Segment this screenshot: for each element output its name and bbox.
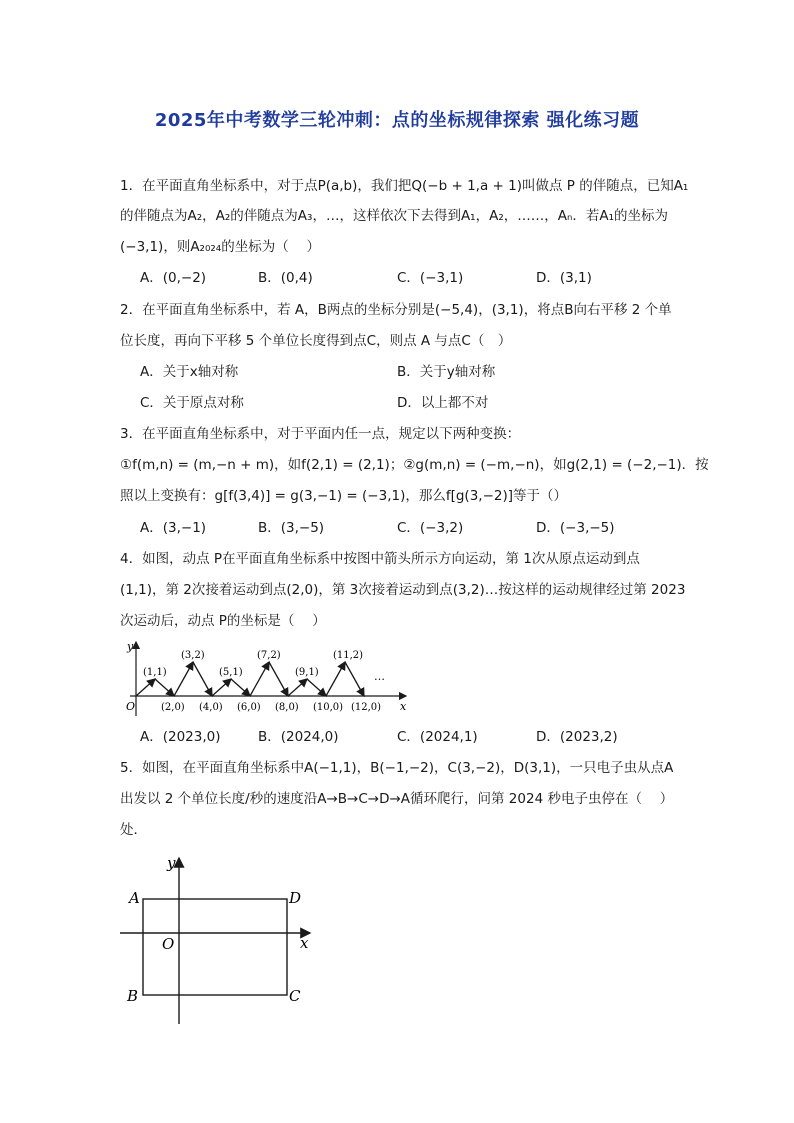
point-a-label: A [129,889,140,907]
q2-line-1: 2．在平面直角坐标系中，若 A，B两点的坐标分别是(−5,4)，(3,1)，将点B向右平移 2 个单 [120,302,672,318]
q2-option-b: B．关于y轴对称 [397,364,496,380]
q3-option-c: C．(−3,2) [397,520,464,536]
q1-line-2: 的伴随点为A₂，A₂的伴随点为A₃，…，这样依次下去得到A₁，A₂，……，Aₙ．若A₁的坐标为 [120,208,668,224]
path-segment [212,679,231,696]
zigzag-figure [118,638,418,720]
q3-option-b: B．(3,−5) [258,520,325,536]
q3-line-3: 照以上变换有：g[f(3,4)] = g(3,−1) = (−3,1)，那么f[g(3,−2)]等于（） [120,488,568,504]
q4-option-d: D．(2023,2) [536,729,618,745]
axis-point-label: (12,0) [351,702,382,713]
q4-line-2: (1,1)，第 2次接着运动到点(2,0)，第 3次接着运动到点(3,2)…按这样的运动规律经过第 2023 [120,582,686,598]
q4-option-c: C．(2024,1) [397,729,478,745]
q4-line-1: 4．如图，动点 P在平面直角坐标系中按图中箭头所示方向运动，第 1次从原点运动到点 [120,551,640,567]
q2-line-2: 位长度，再向下平移 5 个单位长度得到点C，则点 A 与点C（ ） [120,333,512,349]
point-c-label: C [289,987,301,1005]
axis-point-label: (10,0) [313,702,344,713]
path-segment [250,662,269,696]
path-segment [231,679,250,696]
path-segment [136,679,155,696]
q4-line-3: 次运动后，动点 P的坐标是（ ） [120,613,326,629]
x-axis-label: x [400,700,407,713]
point-d-label: D [289,889,302,907]
peak-point-label: (1,1) [143,667,167,678]
q5-line-2: 出发以 2 个单位长度/秒的速度沿A→B→C→D→A循环爬行，问第 2024 秒电子虫停在（ ） [120,791,674,807]
axis-point-label: (6,0) [237,702,261,713]
peak-point-label: (7,2) [257,650,281,661]
path-segment [193,662,212,696]
page-title: 2025年中考数学三轮冲刺：点的坐标规律探索 强化练习题 [154,110,640,131]
path-segment [269,662,288,696]
q2-option-a: A．关于x轴对称 [140,364,239,380]
axis-point-label: (2,0) [161,702,185,713]
peak-point-label: (9,1) [295,667,319,678]
y-axis-label: y [127,640,134,653]
peak-point-label: (11,2) [333,650,364,661]
axis-point-label: (8,0) [275,702,299,713]
origin-label: O [126,700,136,713]
q3-option-a: A．(3,−1) [140,520,207,536]
path-segment [288,679,307,696]
q1-option-d: D．(3,1) [536,270,592,286]
q1-option-b: B．(0,4) [258,270,313,286]
path-segment [174,662,193,696]
q1-option-a: A．(0,−2) [140,270,207,286]
path-segment [345,662,364,696]
peak-point-label: (5,1) [219,667,243,678]
rectangle-figure [112,852,322,1030]
path-segment [326,662,345,696]
y-axis-label: y [167,854,176,872]
path-segment [307,679,326,696]
q3-line-1: 3．在平面直角坐标系中，对于平面内任一点，规定以下两种变换： [120,426,521,442]
x-axis-label: x [300,934,309,952]
axis-point-label: (4,0) [199,702,223,713]
q2-option-c: C．关于原点对称 [140,395,244,411]
q2-option-d: D．以上都不对 [397,395,489,411]
point-b-label: B [127,987,139,1005]
q3-line-2: ①f(m,n) = (m,−n + m)，如f(2,1) = (2,1)；②g(m,n) = (−m,−n)，如g(2,1) = (−2,−1)．按 [120,457,709,473]
q3-option-d: D．(−3,−5) [536,520,615,536]
ellipsis-label: … [374,670,385,683]
q5-line-1: 5．如图，在平面直角坐标系中A(−1,1)，B(−1,−2)，C(3,−2)，D(3,1)，一只电子虫从点A [120,760,674,776]
q4-option-a: A．(2023,0) [140,729,221,745]
q4-option-b: B．(2024,0) [258,729,339,745]
q1-line-3: (−3,1)，则A₂₀₂₄的坐标为（ ） [120,239,320,255]
path-segment [155,679,174,696]
q5-line-3: 处． [120,822,147,838]
origin-label: O [162,935,175,953]
peak-point-label: (3,2) [181,650,205,661]
q1-option-c: C．(−3,1) [397,270,464,286]
q1-line-1: 1．在平面直角坐标系中，对于点P(a,b)，我们把Q(−b + 1,a + 1)叫做点 P 的伴随点，已知A₁ [120,178,689,194]
